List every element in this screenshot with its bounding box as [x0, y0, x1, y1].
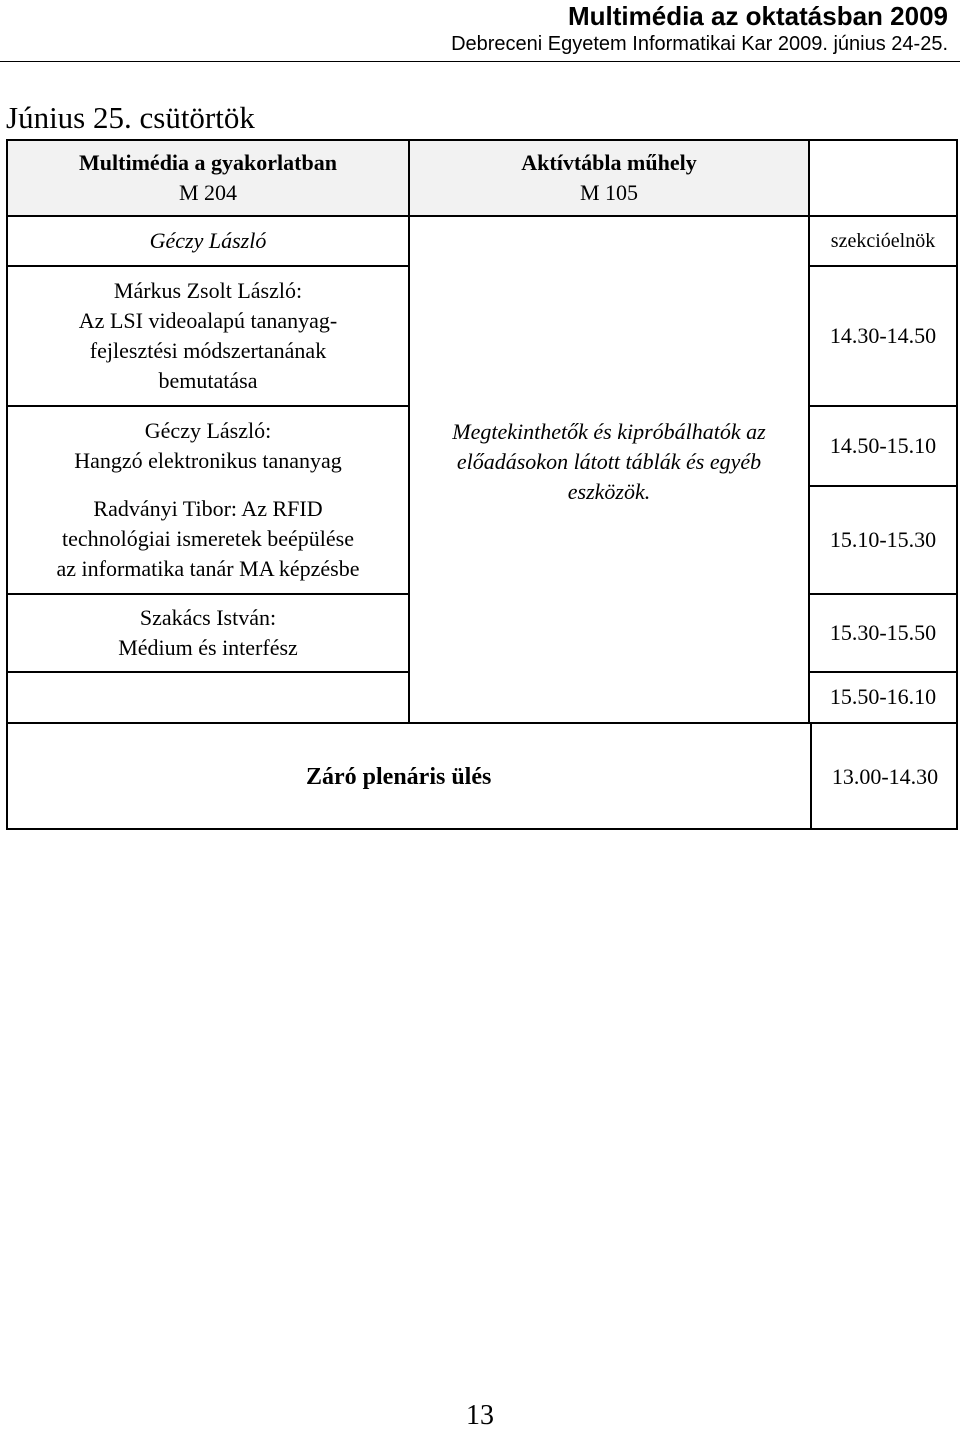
section-header-multimedia [8, 141, 408, 215]
talk-line: bemutatása [158, 368, 258, 393]
section-title: Multimédia a gyakorlatban [79, 150, 337, 175]
talk-radvanyi [8, 485, 408, 593]
page-header [0, 0, 960, 62]
section-title: Aktívtábla műhely [521, 150, 697, 175]
talk-line: Géczy László: [144, 418, 272, 443]
time-slot: 14.30-14.50 [829, 323, 937, 348]
table-rule [808, 265, 958, 267]
conference-subtitle: Debreceni Egyetem Informatikai Kar 2009. június 24-25. [451, 33, 948, 55]
talk-markus [8, 267, 408, 405]
talk-line: Radványi Tibor: Az RFID [93, 496, 323, 521]
talk-line: Médium és interfész [118, 635, 298, 660]
talk-line: Hangzó elektronikus tananyag [74, 448, 342, 473]
day-heading: Június 25. csütörtök [6, 100, 255, 135]
table-rule [808, 593, 958, 595]
table-rule [6, 405, 408, 407]
talk-line: fejlesztési módszertanának [89, 338, 327, 363]
workshop-line: előadásokon látott táblák és egyéb [456, 449, 762, 474]
talk-szakacs [8, 595, 408, 671]
workshop-line: eszközök. [567, 479, 651, 504]
table-rule [6, 593, 408, 595]
closing-plenary-row [6, 722, 958, 830]
schedule-table [6, 139, 958, 722]
time-slot: 14.50-15.10 [829, 433, 937, 458]
table-rule [6, 265, 408, 267]
table-rule [6, 215, 958, 217]
section-header-aktivtabla [410, 141, 808, 215]
table-rule [808, 139, 810, 722]
page-number: 13 [466, 1400, 494, 1431]
section-room: M 105 [579, 180, 639, 205]
talk-line: Szakács István: [139, 605, 277, 630]
talk-geczy [8, 407, 408, 485]
talk-line: az informatika tanár MA képzésbe [56, 556, 360, 581]
table-rule [808, 405, 958, 407]
table-rule [408, 139, 410, 722]
workshop-line: Megtekinthetők és kipróbálhatók az [452, 419, 766, 444]
talk-line: Márkus Zsolt László: [113, 278, 303, 303]
table-border [6, 139, 8, 722]
workshop-description [410, 411, 808, 513]
conference-title: Multimédia az oktatásban 2009 [567, 1, 948, 31]
closing-time: 13.00-14.30 [831, 764, 939, 789]
talk-line: Az LSI videoalapú tananyag- [78, 308, 338, 333]
table-border [6, 139, 958, 141]
section-chair: Géczy László [149, 228, 267, 253]
time-slot: 15.30-15.50 [829, 620, 937, 645]
table-border [956, 139, 958, 722]
closing-title: Záró plenáris ülés [306, 764, 492, 790]
chair-label: szekcióelnök [830, 230, 936, 252]
table-rule [6, 671, 408, 673]
talk-line: technológiai ismeretek beépülése [62, 526, 354, 551]
table-rule [808, 485, 958, 487]
time-slot: 15.10-15.30 [829, 527, 937, 552]
table-rule [808, 671, 958, 673]
time-slot: 15.50-16.10 [829, 683, 937, 709]
section-room: M 204 [178, 180, 238, 205]
